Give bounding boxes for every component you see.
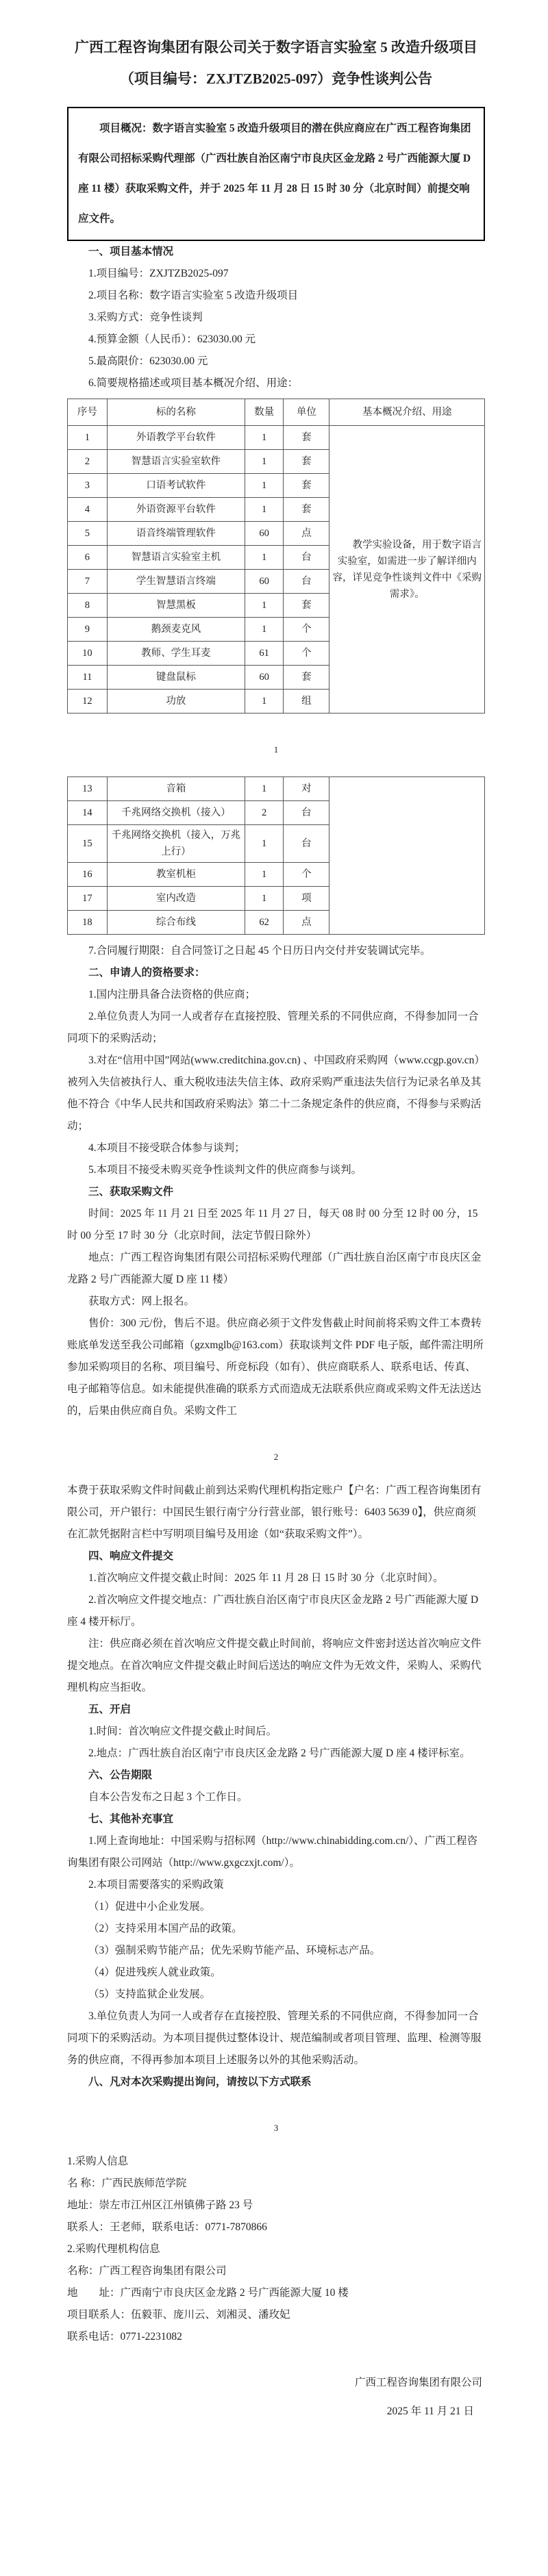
cell-qty: 1	[245, 777, 284, 801]
cell-no: 3	[68, 474, 108, 498]
cell-no: 9	[68, 618, 108, 642]
policy-item-5: （5）支持监狱企业发展。	[88, 1988, 211, 2000]
cell-qty: 1	[245, 426, 284, 450]
cell-no: 15	[68, 825, 108, 863]
submission-place: 2.首次响应文件提交地点：广西壮族自治区南宁市良庆区金龙路 2 号广西能源大厦 D 座 4 楼开标厅。	[67, 1594, 479, 1628]
col-header-usage: 基本概况介绍、用途	[329, 399, 485, 426]
cell-unit: 套	[284, 594, 329, 618]
document-price-part1: 售价：300 元/份，售后不退。供应商必须于文件发售截止时间前将采购文件工本费转账底单发送至我公司邮箱（gzxmglb@163.com）获取谈判文件 PDF 电子版，邮件需注明所参加采购项目的名称、项目编号、所竞标段（如有）、供应商联系人、联系电话、传真、电子邮箱等信息。如未能提供准确的联系方式而造成无法联系供应商或采购文件无法送达的，后果由供应商自负。采购文件工	[67, 1317, 484, 1417]
cell-unit: 套	[284, 498, 329, 522]
purchaser-address: 地址：崇左市江州区江州镇佛子路 23 号	[67, 2199, 253, 2211]
project-overview-text: 项目概况：数字语言实验室 5 改造升级项目的潜在供应商应在广西工程咨询集团有限公司招标采购代理部（广西壮族自治区南宁市良庆区金龙路 2 号广西能源大厦 D 座 11 楼）获取采购文件，并于 2025 年 11 月 28 日 15 时 30 分（北京时间）前提交响应文件。	[78, 123, 471, 225]
agency-address: 地 址：广西南宁市良庆区金龙路 2 号广西能源大厦 10 楼	[67, 2287, 349, 2299]
cell-unit: 个	[284, 863, 329, 887]
cell-no: 7	[68, 570, 108, 594]
cell-no: 10	[68, 642, 108, 666]
cell-no: 11	[68, 666, 108, 690]
cell-qty: 1	[245, 498, 284, 522]
col-header-name: 标的名称	[107, 399, 245, 426]
cell-unit: 个	[284, 618, 329, 642]
cell-qty: 1	[245, 618, 284, 642]
policy-item-2: （2）支持采用本国产品的政策。	[88, 1923, 242, 1934]
cell-no: 4	[68, 498, 108, 522]
qualification-item-5: 5.本项目不接受未购买竞争性谈判文件的供应商参与谈判。	[88, 1164, 362, 1176]
max-price: 5.最高限价：623030.00 元	[88, 355, 208, 367]
project-name: 2.项目名称：数字语言实验室 5 改造升级项目	[88, 290, 299, 301]
signature-date: 2025 年 11 月 21 日	[386, 2405, 474, 2417]
table-row	[68, 426, 485, 450]
cell-qty: 1	[245, 825, 284, 863]
cell-no: 18	[68, 911, 108, 935]
purchaser-name: 名 称：广西民族师范学院	[67, 2177, 187, 2189]
signature-block	[67, 2369, 485, 2426]
agency-name: 名称：广西工程咨询集团有限公司	[67, 2265, 227, 2277]
cell-qty: 2	[245, 801, 284, 825]
items-table-page1	[67, 399, 485, 714]
cell-name: 口语考试软件	[107, 474, 245, 498]
purchaser-info-title: 1.采购人信息	[67, 2156, 129, 2167]
cell-unit: 台	[284, 825, 329, 863]
cell-name: 教师、学生耳麦	[107, 642, 245, 666]
contract-period: 7.合同履行期限：自合同签订之日起 45 个日历日内交付并安装调试完毕。	[88, 945, 431, 957]
cell-qty: 61	[245, 642, 284, 666]
cell-name: 外语资源平台软件	[107, 498, 245, 522]
cell-qty: 1	[245, 690, 284, 714]
cell-qty: 1	[245, 546, 284, 570]
page-number-1: 1	[273, 744, 279, 755]
cell-qty: 1	[245, 887, 284, 911]
usage-note-cell-empty	[329, 777, 485, 935]
purchaser-contact: 联系人：王老师，联系电话：0771-7870866	[67, 2221, 267, 2233]
cell-name: 外语教学平台软件	[107, 426, 245, 450]
cell-no: 1	[68, 426, 108, 450]
procurement-method: 3.采购方式：竞争性谈判	[88, 312, 203, 323]
cell-name: 键盘鼠标	[107, 666, 245, 690]
policy-item-3: （3）强制采购节能产品；优先采购节能产品、环境标志产品。	[88, 1945, 381, 1956]
section8-heading: 八、凡对本次采购提出询问，请按以下方式联系	[88, 2076, 312, 2088]
cell-name: 室内改造	[107, 887, 245, 911]
cell-qty: 1	[245, 474, 284, 498]
document-obtain-method: 获取方式：网上报名。	[88, 1296, 195, 1307]
section1-heading: 一、项目基本情况	[88, 246, 174, 257]
opening-place: 2.地点：广西壮族自治区南宁市良庆区金龙路 2 号广西能源大厦 D 座 4 楼评标室。	[88, 1747, 471, 1759]
project-overview-box	[67, 107, 485, 241]
cell-qty: 60	[245, 522, 284, 546]
cell-unit: 套	[284, 666, 329, 690]
table-row	[68, 777, 485, 801]
cell-unit: 组	[284, 690, 329, 714]
spec-description-label: 6.简要规格描述或项目基本概况介绍、用途：	[88, 377, 299, 389]
document-price-part2: 本费于获取采购文件时间截止前到达采购代理机构指定账户【户名：广西工程咨询集团有限公司，开户银行：中国民生银行南宁分行营业部，银行账号：6403 5639 0】，供应商须在汇款凭据附言栏中写明项目编号及用途（如“获取采购文件”）。	[67, 1485, 482, 1540]
cell-no: 13	[68, 777, 108, 801]
section5-heading: 五、开启	[88, 1704, 132, 1715]
section2-heading: 二、申请人的资格要求：	[88, 967, 206, 978]
agency-contact: 项目联系人：伍毅菲、庞川云、刘湘灵、潘玫妃	[67, 2309, 290, 2321]
agency-phone: 联系电话：0771-2231082	[67, 2331, 182, 2343]
cell-qty: 1	[245, 594, 284, 618]
cell-unit: 台	[284, 570, 329, 594]
cell-no: 8	[68, 594, 108, 618]
section7-heading: 七、其他补充事宜	[88, 1813, 174, 1825]
cell-qty: 1	[245, 863, 284, 887]
cell-unit: 对	[284, 777, 329, 801]
section3-heading: 三、获取采购文件	[88, 1186, 174, 1198]
col-header-unit: 单位	[284, 399, 329, 426]
qualification-item-2: 2.单位负责人为同一人或者存在直接控股、管理关系的不同供应商，不得参加同一合同项下的采购活动；	[67, 1011, 479, 1044]
submission-note: 注：供应商必须在首次响应文件提交截止时间前，将响应文件密封送达首次响应文件提交地点。在首次响应文件提交截止时间后送达的响应文件为无效文件，采购人、采购代理机构应当拒收。	[67, 1638, 482, 1693]
document-obtain-place: 地点：广西工程咨询集团有限公司招标采购代理部（广西壮族自治区南宁市良庆区金龙路 2 号广西能源大厦 D 座 11 楼）	[67, 1252, 482, 1285]
col-header-no: 序号	[68, 399, 108, 426]
cell-no: 14	[68, 801, 108, 825]
cell-no: 2	[68, 450, 108, 474]
cell-name: 综合布线	[107, 911, 245, 935]
budget-amount: 4.预算金额（人民币）：623030.00 元	[88, 333, 256, 345]
cell-unit: 点	[284, 522, 329, 546]
cell-no: 12	[68, 690, 108, 714]
page-number-2: 2	[273, 1452, 279, 1462]
cell-no: 17	[68, 887, 108, 911]
cell-unit: 台	[284, 801, 329, 825]
cell-unit: 点	[284, 911, 329, 935]
qualification-item-1: 1.国内注册具备合法资格的供应商；	[88, 989, 256, 1000]
cell-name: 语音终端管理软件	[107, 522, 245, 546]
cell-qty: 60	[245, 666, 284, 690]
supplement-item-3: 3.单位负责人为同一人或者存在直接控股、管理关系的不同供应商，不得参加同一合同项下的采购活动。为本项目提供过整体设计、规范编制或者项目管理、监理、检测等服务的供应商，不得再参加本项目上述服务以外的其他采购活动。	[67, 2010, 482, 2066]
cell-name: 功放	[107, 690, 245, 714]
items-table-page2	[67, 776, 485, 935]
cell-name: 智慧黑板	[107, 594, 245, 618]
online-query-address: 1.网上查询地址：中国采购与招标网（http://www.chinabidding.com.cn/）、广西工程咨询集团有限公司网站（http://www.gxgczxjt.com/）。	[67, 1835, 478, 1869]
project-number: 1.项目编号：ZXJTZB2025-097	[88, 268, 229, 279]
cell-unit: 套	[284, 426, 329, 450]
cell-name: 智慧语言实验室软件	[107, 450, 245, 474]
section4-heading: 四、响应文件提交	[88, 1550, 174, 1562]
qualification-item-3: 3.对在“信用中国”网站(www.creditchina.gov.cn) 、中国政府采购网（www.ccgp.gov.cn）被列入失信被执行人、重大税收违法失信主体、政府采购严重违法失信行为记录名单及其他不符合《中华人民共和国政府采购法》第二十二条规定条件的供应商，不得参与采购活动；	[67, 1055, 485, 1132]
title-line-2: （项目编号：ZXJTZB2025-097）竞争性谈判公告	[119, 71, 433, 87]
cell-name: 音箱	[107, 777, 245, 801]
cell-name: 智慧语言实验室主机	[107, 546, 245, 570]
cell-unit: 台	[284, 546, 329, 570]
section6-heading: 六、公告期限	[88, 1769, 153, 1781]
cell-no: 16	[68, 863, 108, 887]
announcement-period: 自本公告发布之日起 3 个工作日。	[88, 1791, 248, 1803]
cell-qty: 62	[245, 911, 284, 935]
table-header-row	[68, 399, 485, 426]
submission-deadline: 1.首次响应文件提交截止时间：2025 年 11 月 28 日 15 时 30 分（北京时间）。	[88, 1572, 444, 1584]
document-title	[67, 31, 485, 94]
procurement-policy-label: 2.本项目需要落实的采购政策	[88, 1879, 224, 1891]
document-obtain-time: 时间：2025 年 11 月 21 日至 2025 年 11 月 27 日，每天 08 时 00 分至 12 时 00 分，15 时 00 分至 17 时 30 分（北京时间，法定节假日除外）	[67, 1208, 478, 1241]
cell-unit: 个	[284, 642, 329, 666]
usage-note-cell: 教学实验设备，用于数字语言实验室，如需进一步了解详细内容，详见竞争性谈判文件中《采购需求》。	[329, 426, 485, 714]
signature-company: 广西工程咨询集团有限公司	[354, 2377, 482, 2388]
cell-name: 鹅颈麦克风	[107, 618, 245, 642]
policy-item-1: （1）促进中小企业发展。	[88, 1901, 211, 1912]
cell-no: 6	[68, 546, 108, 570]
opening-time: 1.时间：首次响应文件提交截止时间后。	[88, 1726, 277, 1737]
qualification-item-4: 4.本项目不接受联合体参与谈判；	[88, 1142, 245, 1154]
cell-unit: 套	[284, 474, 329, 498]
cell-unit: 项	[284, 887, 329, 911]
cell-unit: 套	[284, 450, 329, 474]
agency-info-title: 2.采购代理机构信息	[67, 2243, 160, 2255]
cell-name: 教室机柜	[107, 863, 245, 887]
policy-item-4: （4）促进残疾人就业政策。	[88, 1967, 221, 1978]
cell-qty: 1	[245, 450, 284, 474]
title-line-1: 广西工程咨询集团有限公司关于数字语言实验室 5 改造升级项目	[75, 39, 477, 55]
cell-name: 千兆网络交换机（接入，万兆上行）	[107, 825, 245, 863]
page-number-3: 3	[273, 2123, 279, 2133]
cell-no: 5	[68, 522, 108, 546]
cell-qty: 60	[245, 570, 284, 594]
col-header-qty: 数量	[245, 399, 284, 426]
cell-name: 学生智慧语言终端	[107, 570, 245, 594]
cell-name: 千兆网络交换机（接入）	[107, 801, 245, 825]
